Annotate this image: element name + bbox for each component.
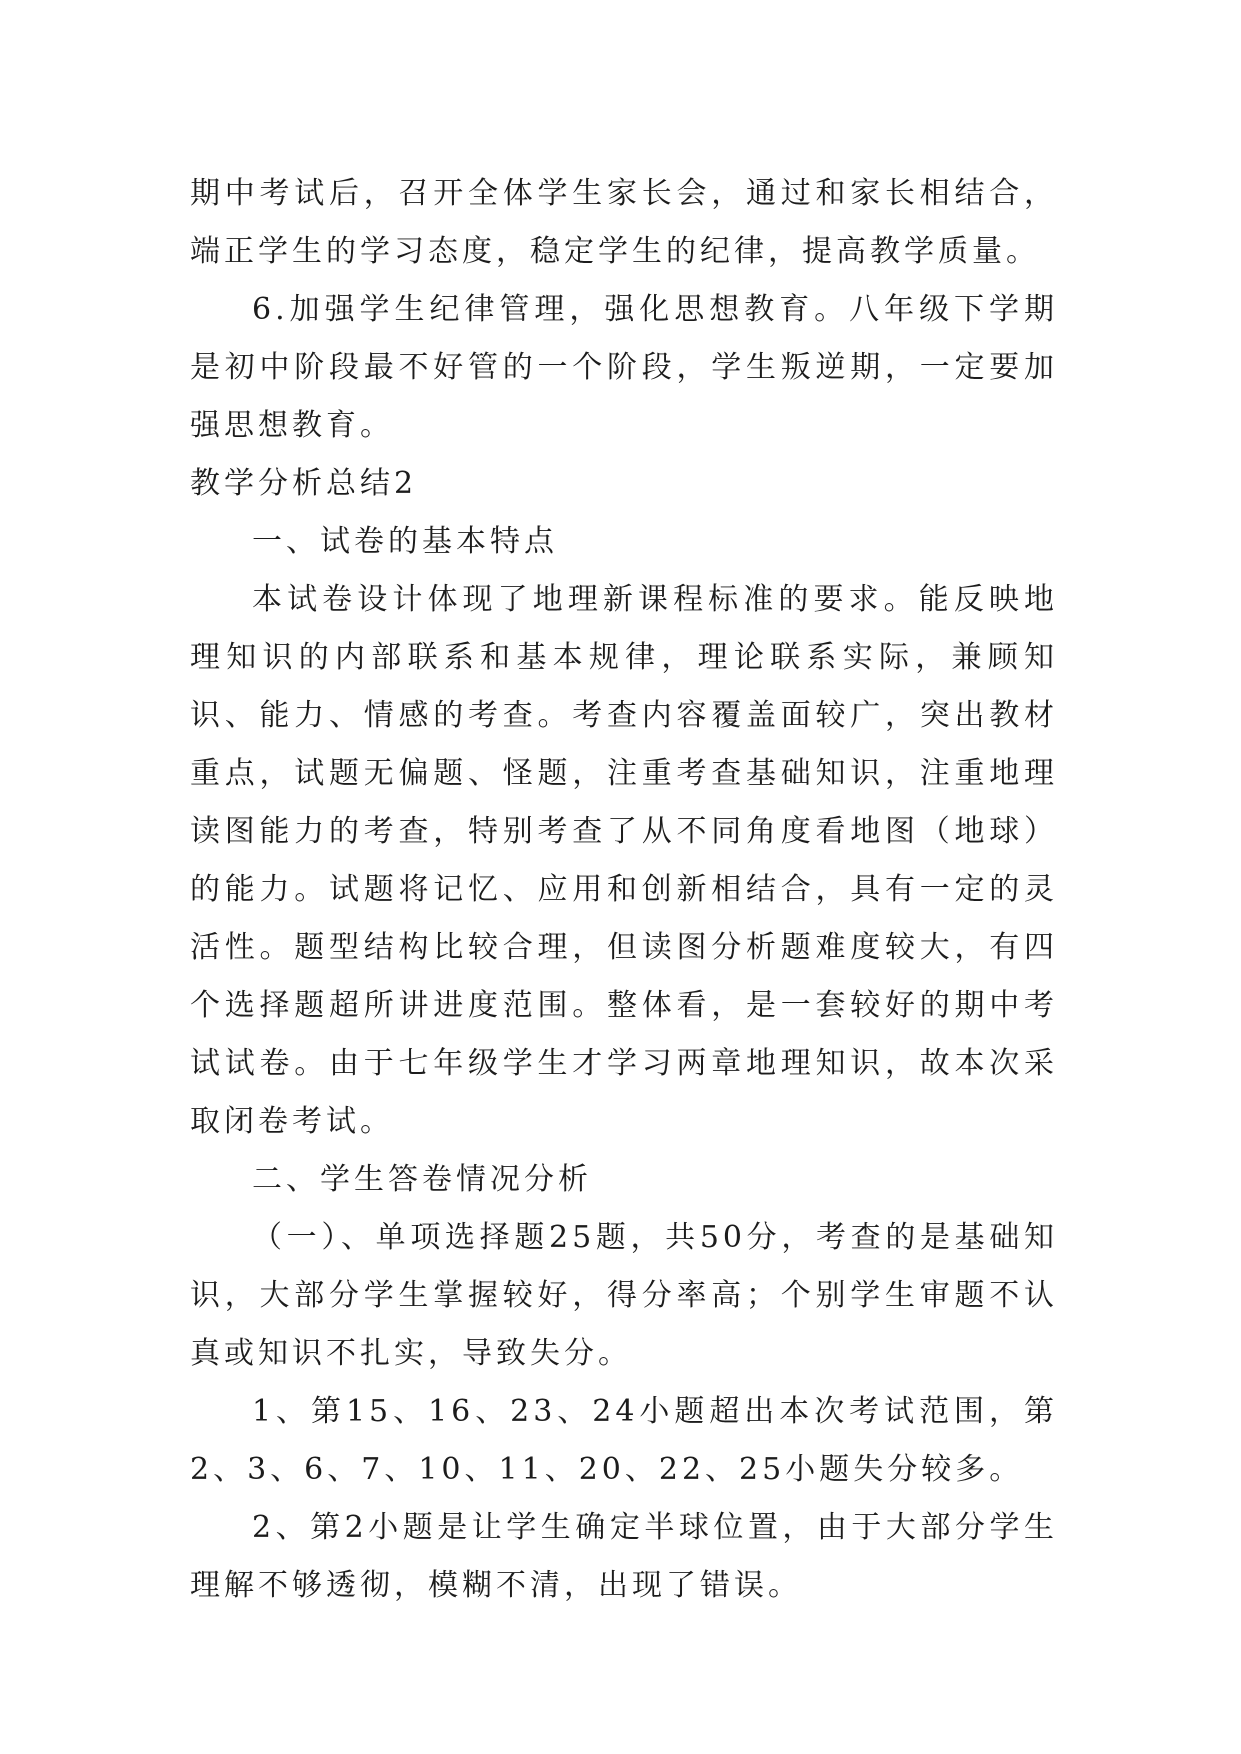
paragraph-item-6: 6.加强学生纪律管理，强化思想教育。八年级下学期是初中阶段最不好管的一个阶段，学生叛逆期，一定要加强思想教育。 bbox=[190, 292, 1058, 443]
paragraph-choice-questions: （一）、单项选择题25题，共50分，考查的是基础知识，大部分学生掌握较好，得分率高；个别学生审题不认真或知识不扎实，导致失分。 bbox=[190, 1220, 1058, 1371]
paragraph-point-1: 1、第15、16、23、24小题超出本次考试范围，第2、3、6、7、10、11、20、22、25小题失分较多。 bbox=[190, 1394, 1058, 1487]
paragraph-point-2: 2、第2小题是让学生确定半球位置，由于大部分学生理解不够透彻，模糊不清，出现了错误。 bbox=[190, 1510, 1058, 1603]
paragraph-paper-features: 本试卷设计体现了地理新课程标准的要求。能反映地理知识的内部联系和基本规律，理论联系实际，兼顾知识、能力、情感的考查。考查内容覆盖面较广，突出教材重点，试题无偏题、怪题，注重考查基础知识，注重地理读图能力的考查，特别考查了从不同角度看地图（地球）的能力。试题将记忆、应用和创新相结合，具有一定的灵活性。题型结构比较合理，但读图分析题难度较大，有四个选择题超所讲进度范围。整体看，是一套较好的期中考试试卷。由于七年级学生才学习两章地理知识，故本次采取闭卷考试。 bbox=[190, 582, 1058, 1139]
subheading-paper-features: 一、试卷的基本特点 bbox=[252, 524, 558, 559]
subheading-answer-analysis: 二、学生答卷情况分析 bbox=[252, 1162, 592, 1197]
document-body bbox=[190, 165, 1058, 1615]
paragraph-continuation: 期中考试后，召开全体学生家长会，通过和家长相结合，端正学生的学习态度，稳定学生的纪律，提高教学质量。 bbox=[190, 176, 1058, 269]
section-title: 教学分析总结2 bbox=[190, 466, 418, 501]
